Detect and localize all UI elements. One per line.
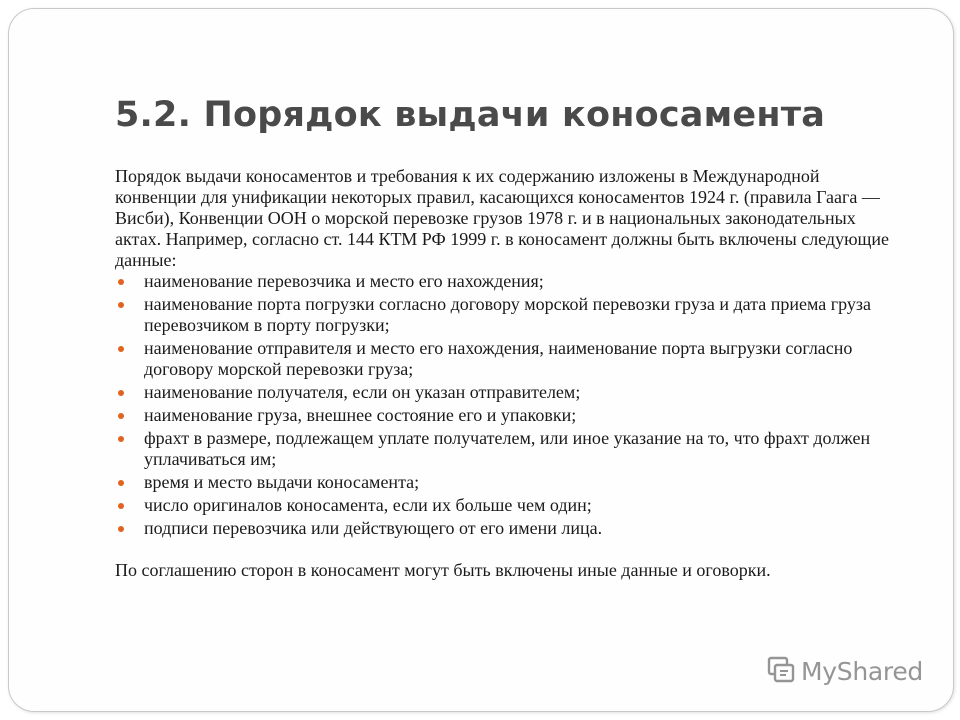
list-item-text: наименование порта погрузки согласно договору морской перевозки груза и дата приема груза перевозчиком в порту погрузки; bbox=[144, 294, 872, 335]
list-item bbox=[115, 382, 905, 403]
list-item bbox=[115, 518, 905, 539]
list-item-text: время и место выдачи коносамента; bbox=[144, 472, 420, 492]
list-item-text: фрахт в размере, подлежащем уплате получателем, или иное указание на то, что фрахт должен уплачиваться им; bbox=[144, 428, 871, 469]
list-item-text: наименование получателя, если он указан отправителем; bbox=[144, 382, 581, 402]
bullet-icon bbox=[118, 346, 124, 352]
list-item bbox=[115, 271, 905, 292]
list-item-text: подписи перевозчика или действующего от его имени лица. bbox=[144, 518, 603, 538]
slide-title: 5.2. Порядок выдачи коносамента bbox=[115, 95, 826, 135]
bullet-icon bbox=[118, 436, 124, 442]
list-item-text: число оригиналов коносамента, если их больше чем один; bbox=[144, 495, 592, 515]
bullet-icon bbox=[118, 279, 124, 285]
bullet-icon bbox=[118, 526, 124, 532]
outro-paragraph: По соглашению сторон в коносамент могут быть включены иные данные и оговорки. bbox=[115, 560, 771, 580]
bullet-icon bbox=[118, 413, 124, 419]
slide-body bbox=[115, 166, 905, 581]
bullet-icon bbox=[118, 503, 124, 509]
list-item bbox=[115, 405, 905, 426]
requirements-list bbox=[115, 271, 905, 539]
myshared-logo-icon bbox=[766, 656, 796, 686]
watermark-text: MyShared bbox=[801, 656, 923, 686]
list-item-text: наименование перевозчика и место его нахождения; bbox=[144, 271, 544, 291]
list-item-text: наименование груза, внешнее состояние его и упаковки; bbox=[144, 405, 577, 425]
bullet-icon bbox=[118, 302, 124, 308]
slide-frame bbox=[8, 8, 954, 712]
intro-paragraph: Порядок выдачи коносаментов и требования к их содержанию изложены в Международной конвенции для унификации некоторых правил, касающихся коносаментов 1924 г. (правила Гаага — Висби), Конвенции ООН о морской перевозке грузов 1978 г. и в национальных законодательных актах. Например, согласно ст. 144 КТМ РФ 1999 г. в коносамент должны быть включены следующие данные: bbox=[115, 166, 890, 270]
bullet-icon bbox=[118, 480, 124, 486]
list-item bbox=[115, 338, 905, 380]
myshared-watermark bbox=[766, 656, 923, 686]
list-item bbox=[115, 495, 905, 516]
list-item bbox=[115, 428, 905, 470]
bullet-icon bbox=[118, 390, 124, 396]
list-item bbox=[115, 472, 905, 493]
list-item bbox=[115, 294, 905, 336]
list-item-text: наименование отправителя и место его нахождения, наименование порта выгрузки согласно договору морской перевозки груза; bbox=[144, 338, 853, 379]
